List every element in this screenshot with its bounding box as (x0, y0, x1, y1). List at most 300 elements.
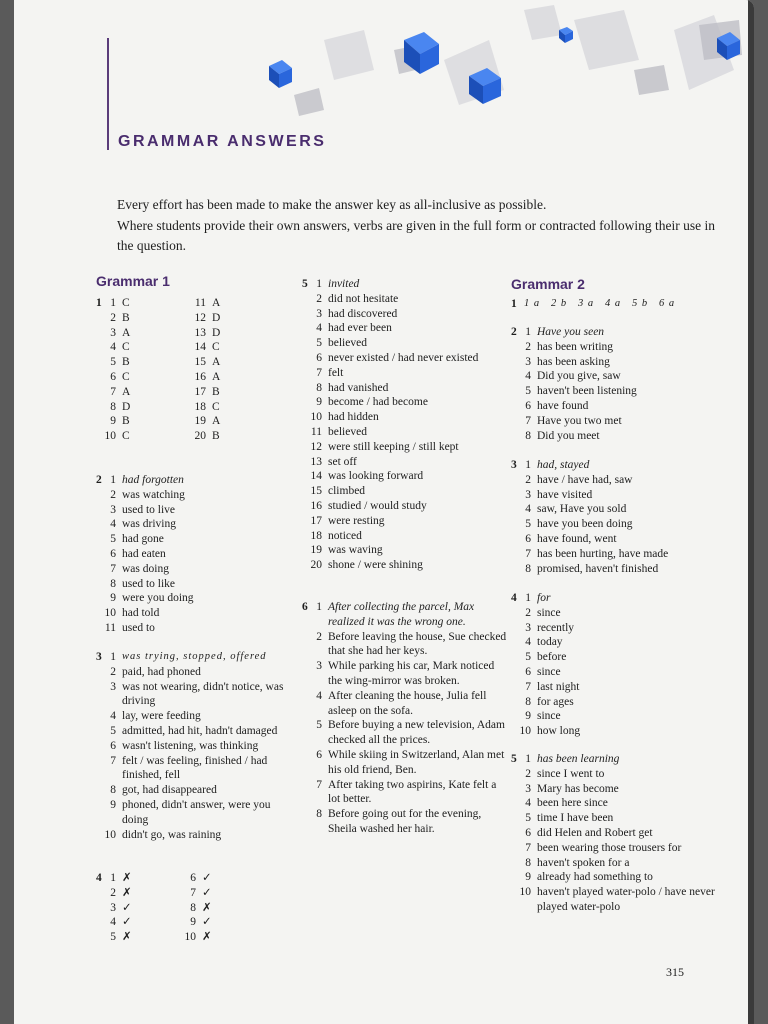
answer-item (511, 325, 721, 340)
grammar2-heading: Grammar 2 (511, 276, 585, 292)
answer-text: Have you two met (537, 414, 622, 427)
answer-number: 18 (194, 400, 206, 413)
answer-item (302, 455, 502, 470)
answer-text: used to live (122, 503, 176, 516)
answer-item (511, 340, 721, 355)
answer-item (96, 400, 186, 415)
answer-item (302, 558, 502, 573)
answer-number: 8 (110, 400, 116, 413)
answer-text: saw, Have you sold (537, 503, 627, 516)
answer-text: had hidden (328, 411, 379, 424)
answer-item (302, 529, 502, 544)
answer-item (186, 311, 256, 326)
answer-text: believed (328, 337, 367, 350)
answer-text: was driving (122, 518, 176, 531)
answer-text: had ever been (328, 322, 392, 335)
answer-text: ✓ (122, 901, 132, 914)
answer-text: have found, went (537, 532, 617, 545)
answer-item (96, 724, 296, 739)
answer-number: 14 (194, 341, 206, 354)
answer-text: had told (122, 607, 160, 620)
answer-number: 7 (525, 841, 531, 854)
answer-number: 5 (525, 385, 531, 398)
answer-item (96, 488, 286, 503)
answer-text: time I have been (537, 812, 614, 825)
answer-item (302, 748, 507, 778)
answer-text: noticed (328, 529, 362, 542)
grammar2-exercise4 (511, 591, 721, 739)
answer-number: 6 (190, 872, 196, 884)
answer-text: Have you seen (537, 326, 605, 338)
answer-item (96, 414, 186, 429)
answer-text: been here since (537, 797, 608, 810)
answer-number: 4 (525, 797, 531, 810)
answer-item (511, 826, 721, 841)
answer-text: While parking his car, Mark noticed the wing-mirror was broken. (328, 660, 495, 687)
answer-text: shone / were shining (328, 559, 423, 572)
answer-text: has been hurting, have made (537, 547, 669, 560)
answer-number: 5 (110, 533, 116, 546)
answer-text: After taking two aspirins, Kate felt a lot better. (328, 778, 497, 806)
grammar2-exercise5 (511, 752, 721, 915)
answer-text: ✗ (202, 931, 212, 944)
answer-number: 2 (525, 473, 531, 486)
answer-number: 1 (525, 592, 531, 604)
answer-item (511, 635, 721, 650)
page-number: 315 (666, 965, 684, 979)
answer-number: 20 (194, 430, 206, 443)
answer-text: felt / was feeling, finished / had finished, fell (122, 754, 268, 782)
exercise-number: 3 (96, 651, 102, 663)
answer-number: 4 (110, 341, 116, 354)
answer-number: 19 (310, 544, 322, 557)
answer-text: haven't played water-polo / have never played water-polo (537, 886, 715, 913)
answer-number: 7 (525, 547, 531, 560)
answer-text: have found (537, 399, 589, 412)
answer-number: 17 (194, 385, 206, 398)
answer-text: A (212, 297, 221, 309)
exercise-number: 4 (96, 872, 102, 884)
answer-text: since (537, 665, 561, 678)
answer-item (302, 425, 502, 440)
answer-text: was watching (122, 488, 185, 501)
answer-item (96, 650, 296, 665)
answer-item (96, 709, 296, 724)
answer-item (511, 856, 721, 871)
answer-text: ✗ (122, 931, 132, 944)
answer-item (96, 532, 286, 547)
answer-item (511, 355, 721, 370)
answer-item (302, 410, 502, 425)
answer-item (302, 440, 502, 455)
answer-item (511, 473, 721, 488)
answer-number: 5 (525, 651, 531, 664)
answer-text: since (537, 606, 561, 619)
answer-item (96, 783, 296, 798)
answer-item (96, 517, 286, 532)
answer-number: 1 (316, 278, 322, 290)
answer-text: was doing (122, 562, 169, 575)
answer-number: 7 (110, 562, 116, 575)
answer-text: had discovered (328, 307, 398, 320)
answer-text: had forgotten (122, 474, 184, 486)
answer-item (176, 901, 246, 916)
answer-item (511, 621, 721, 636)
answer-number: 7 (110, 754, 116, 767)
answer-number: 8 (110, 784, 116, 797)
exercise-number: 2 (511, 326, 517, 338)
answer-text: were still keeping / still kept (328, 440, 459, 453)
answer-item (96, 326, 186, 341)
answer-number: 19 (194, 415, 206, 428)
title-accent-bar (107, 38, 109, 150)
answer-text: have / have had, saw (537, 473, 633, 486)
answer-item (302, 292, 502, 307)
answer-item (511, 369, 721, 384)
answer-text: had gone (122, 533, 164, 546)
answer-item (302, 321, 502, 336)
answer-number: 6 (110, 739, 116, 752)
answer-number: 3 (525, 355, 531, 368)
answer-text: before (537, 651, 567, 664)
answer-number: 4 (110, 710, 116, 723)
grammar1-exercise6 (302, 600, 507, 837)
answer-number: 2 (316, 630, 322, 643)
answer-number: 8 (110, 577, 116, 590)
answer-item (96, 385, 186, 400)
answer-item (511, 870, 721, 885)
answer-item (302, 689, 507, 719)
exercise-number: 6 (302, 601, 308, 613)
exercise-number: 2 (96, 474, 102, 486)
answer-item (186, 385, 256, 400)
answer-item (96, 503, 286, 518)
answer-text: Before going out for the evening, Sheila washed her hair. (328, 808, 482, 835)
answer-text: B (122, 311, 130, 324)
answer-item (302, 336, 502, 351)
answer-item (96, 429, 186, 444)
answer-number: 8 (316, 381, 322, 394)
answer-text: for (537, 592, 551, 604)
answer-number: 3 (110, 326, 116, 339)
answer-text: has been writing (537, 340, 614, 353)
answer-number: 15 (310, 485, 322, 498)
answer-number: 6 (110, 547, 116, 560)
answer-number: 1 (525, 326, 531, 338)
answer-number: 10 (104, 430, 116, 443)
answer-text: ✗ (122, 886, 132, 899)
answer-item (511, 384, 721, 399)
answer-number: 9 (525, 871, 531, 884)
answer-number: 8 (190, 901, 196, 914)
answer-text: A (212, 356, 221, 369)
answer-item (186, 340, 256, 355)
answer-item (96, 828, 296, 843)
answer-text: has been learning (537, 753, 620, 765)
answer-text: has been asking (537, 355, 610, 368)
answer-number: 5 (110, 931, 116, 944)
answer-number: 4 (316, 322, 322, 335)
answer-number: 7 (525, 414, 531, 427)
answer-number: 20 (310, 559, 322, 572)
answer-text: D (122, 400, 131, 413)
grammar1-heading: Grammar 1 (96, 273, 170, 289)
answer-number: 6 (110, 370, 116, 383)
answer-item (176, 871, 246, 886)
answer-text: B (212, 430, 220, 443)
answer-item (186, 370, 256, 385)
answer-number: 10 (104, 607, 116, 620)
page-title: GRAMMAR ANSWERS (118, 133, 327, 150)
answer-item (511, 811, 721, 826)
answer-text: recently (537, 621, 575, 634)
answer-number: 5 (316, 337, 322, 350)
answer-text: did Helen and Robert get (537, 826, 653, 839)
answer-text: did not hesitate (328, 292, 399, 305)
answer-item (511, 752, 721, 767)
answer-item (302, 381, 502, 396)
answer-item (302, 514, 502, 529)
answer-number: 13 (194, 326, 206, 339)
answer-text: had eaten (122, 547, 166, 560)
answer-number: 4 (316, 689, 322, 702)
answer-text: A (122, 385, 131, 398)
answer-item (302, 499, 502, 514)
answer-text: how long (537, 725, 581, 738)
answer-number: 3 (525, 488, 531, 501)
answer-text: was waving (328, 544, 383, 557)
answer-number: 8 (525, 429, 531, 442)
answer-item (511, 767, 721, 782)
answer-number: 3 (316, 660, 322, 673)
answer-item (96, 621, 286, 636)
exercise-number: 5 (302, 278, 308, 290)
answer-item (511, 885, 721, 915)
answer-item (176, 886, 246, 901)
answer-number: 15 (194, 356, 206, 369)
answer-text: C (122, 341, 130, 354)
answer-number: 7 (190, 886, 196, 899)
answer-item (186, 429, 256, 444)
answer-item (96, 680, 296, 710)
answer-text: have you been doing (537, 518, 633, 531)
answer-item (302, 718, 507, 748)
answer-text: had, stayed (537, 459, 590, 471)
answer-item (96, 296, 186, 311)
answer-number: 3 (110, 503, 116, 516)
answer-number: 1 (110, 297, 116, 309)
answer-number: 4 (110, 916, 116, 929)
exercise-answers: 1 a 2 b 3 a 4 a 5 b 6 a (524, 298, 676, 309)
answer-number: 6 (525, 532, 531, 545)
answer-item (302, 366, 502, 381)
page-edge (748, 0, 754, 1024)
answer-text: set off (328, 455, 357, 468)
answer-text: were you doing (122, 592, 194, 605)
exercise-number: 1 (96, 297, 102, 309)
answer-text: C (212, 400, 220, 413)
answer-number: 10 (310, 411, 322, 424)
exercise-number: 1 (511, 298, 517, 310)
answer-item (96, 591, 286, 606)
answer-text: already had something to (537, 871, 653, 884)
intro-line: Where students provide their own answers, verbs are given in the full form or contracted following their use in the question. (117, 218, 715, 253)
answer-text: B (122, 415, 130, 428)
answer-item (302, 469, 502, 484)
answer-text: didn't go, was raining (122, 828, 222, 841)
answer-text: A (122, 326, 131, 339)
answer-number: 1 (316, 601, 322, 613)
answer-number: 6 (525, 399, 531, 412)
answer-text: Before buying a new television, Adam checked all the prices. (328, 719, 505, 747)
answer-number: 2 (110, 886, 116, 899)
answer-text: D (212, 326, 221, 339)
answer-item (511, 458, 721, 473)
exercise-number: 4 (511, 592, 517, 604)
answer-number: 4 (525, 370, 531, 383)
answer-item (511, 606, 721, 621)
answer-item (302, 307, 502, 322)
answer-number: 2 (525, 767, 531, 780)
answer-text: have visited (537, 488, 593, 501)
answer-item (302, 543, 502, 558)
answer-number: 3 (110, 680, 116, 693)
answer-text: believed (328, 425, 367, 438)
answer-number: 1 (110, 872, 116, 884)
answer-text: ✓ (122, 916, 132, 929)
answer-text: After cleaning the house, Julia fell asleep on the sofa. (328, 689, 487, 717)
answer-text: Did you give, saw (537, 370, 621, 383)
answer-item (96, 754, 296, 784)
answer-item (302, 807, 507, 837)
answer-item (96, 798, 296, 828)
answer-number: 10 (184, 931, 196, 944)
answer-number: 2 (110, 488, 116, 501)
answer-text: climbed (328, 485, 366, 498)
grammar2-exercise3 (511, 458, 721, 576)
answer-number: 2 (525, 340, 531, 353)
answer-text: B (212, 385, 220, 398)
answer-item (511, 650, 721, 665)
answer-item (96, 311, 186, 326)
answer-text: Did you meet (537, 429, 600, 442)
answer-number: 7 (316, 366, 322, 379)
answer-item (96, 886, 176, 901)
answer-item (302, 600, 507, 630)
answer-item (511, 429, 721, 444)
answer-item (511, 724, 721, 739)
answer-number: 9 (190, 916, 196, 929)
answer-number: 2 (316, 292, 322, 305)
answer-item (96, 915, 176, 930)
answer-number: 5 (316, 719, 322, 732)
answer-text: since I went to (537, 767, 605, 780)
answer-number: 7 (525, 680, 531, 693)
answer-item (96, 871, 176, 886)
answer-item (96, 665, 296, 680)
answer-text: had vanished (328, 381, 389, 394)
answer-number: 2 (525, 606, 531, 619)
answer-item (96, 547, 286, 562)
answer-text: never existed / had never existed (328, 351, 479, 364)
answer-text: wasn't listening, was thinking (122, 739, 259, 752)
answer-item (511, 841, 721, 856)
answer-item (511, 782, 721, 797)
answer-item (302, 484, 502, 499)
answer-item (96, 577, 286, 592)
grammar1-exercise2 (96, 473, 286, 636)
answer-text: become / had become (328, 396, 428, 409)
answer-text: got, had disappeared (122, 784, 217, 797)
answer-number: 3 (110, 901, 116, 914)
answer-item (511, 709, 721, 724)
answer-item (302, 351, 502, 366)
answer-number: 11 (104, 621, 116, 634)
answer-text: for ages (537, 695, 574, 708)
answer-number: 17 (310, 514, 322, 527)
answer-item (176, 930, 246, 945)
answer-number: 5 (525, 518, 531, 531)
answer-item (96, 739, 296, 754)
answer-text: studied / would study (328, 499, 427, 512)
decorative-cubes-graphic (244, 0, 754, 120)
answer-text: was looking forward (328, 470, 424, 483)
answer-number: 12 (194, 311, 206, 324)
answer-number: 10 (104, 828, 116, 841)
answer-text: were resting (328, 514, 385, 527)
answer-text: promised, haven't finished (537, 562, 659, 575)
answer-text: today (537, 636, 563, 649)
intro-text (117, 195, 717, 257)
answer-item (96, 562, 286, 577)
answer-item (176, 915, 246, 930)
answer-number: 1 (525, 459, 531, 471)
answer-item (302, 778, 507, 808)
answer-text: A (212, 370, 221, 383)
answer-text: haven't spoken for a (537, 856, 630, 869)
answer-number: 9 (316, 396, 322, 409)
exercise-number: 3 (511, 459, 517, 471)
answer-number: 3 (316, 307, 322, 320)
answer-number: 5 (525, 812, 531, 825)
answer-item (511, 591, 721, 606)
answer-text: haven't been listening (537, 385, 637, 398)
answer-number: 14 (310, 470, 322, 483)
answer-number: 10 (519, 725, 531, 738)
answer-key-page (14, 0, 754, 1024)
answer-item (186, 355, 256, 370)
answer-text: ✗ (122, 872, 132, 884)
answer-number: 11 (194, 297, 206, 309)
answer-number: 1 (525, 753, 531, 765)
answer-number: 6 (525, 826, 531, 839)
answer-text: last night (537, 680, 580, 693)
answer-number: 3 (525, 782, 531, 795)
answer-item (96, 930, 176, 945)
answer-item (511, 488, 721, 503)
answer-number: 6 (316, 351, 322, 364)
answer-text: ✓ (202, 886, 212, 899)
answer-number: 9 (110, 592, 116, 605)
answer-text: ✓ (202, 916, 212, 929)
answer-number: 9 (110, 415, 116, 428)
answer-number: 4 (525, 503, 531, 516)
answer-item (302, 659, 507, 689)
answer-number: 7 (110, 385, 116, 398)
answer-item (96, 473, 286, 488)
grammar2-exercise2 (511, 325, 721, 443)
answer-number: 7 (316, 778, 322, 791)
